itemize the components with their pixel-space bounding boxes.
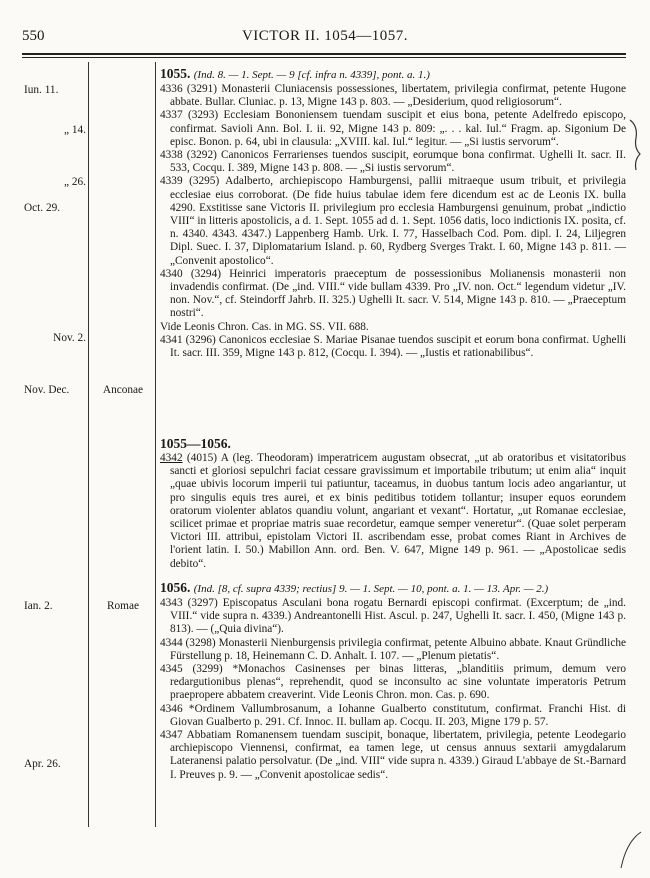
regest-entry: 4345 (3299) *Monachos Casinenses per binas litteras, „blanditiis primum, demum vero redargutionibus plenas“, reprehendit, quod se inconsulto ac sine voluntate imperatoris Petrum praeproperе abbatem creaverint. Vide Leonis Chron. mon. Cas. p. 690. — [160, 663, 626, 702]
section-1055 — [160, 66, 626, 360]
regest-entry: 4337 (3293) Ecclesiam Bononiensem tuendam suscipit et eius bona, petente Adelfredo episcopo, confirmat. Savioli Ann. Bol. I. ii. 92, Migne 143 p. 809: „. . . kal. Iul.“ Fragm. ap. Sigonium De episc. Bonon. p. 64, ubi in clausula: „XVIII. kal. Iul.“ legitur. — „Si iustis servorum“. — [160, 109, 626, 148]
date-cell: Oct. 29. — [24, 202, 61, 214]
date-cell: „ 26. — [64, 176, 86, 188]
pencil-stroke-mark — [615, 830, 645, 870]
regest-entry: 4344 (3298) Monasterii Nienburgensis privilegia confirmat, petente Albuino abbate. Knaut Gründliche Fürstellung p. 18, Heinemann C. D. Anhalt. I. 107. — „Plenum pietatis“. — [160, 636, 626, 662]
date-cell: „ 14. — [64, 124, 86, 136]
place-cell: Anconae — [102, 384, 144, 396]
regest-entry: 4343 (3297) Episcopatus Asculani bona rogatu Bernardi episcopi confirmat. (Excerptum; de „ind. VIII.“ vide supra n. 4339.) Andreantonelli Hist. Ascul. p. 247, Ughelli It. sacr. I. 450, (Migne 143 p. 813). — („Quia divina“). — [160, 597, 626, 636]
section-1055-1056 — [160, 436, 626, 571]
place-cell: Romae — [107, 600, 139, 612]
regest-entry: 4336 (3291) Monasterii Cluniacensis possessiones, libertatem, privilegia confirmat, petente Hugone abbate. Bullar. Cluniac. p. 13, Migne 143 p. 803. — „Desiderium, quod religiosorum“. — [160, 83, 626, 109]
header-rule-thin — [22, 57, 626, 58]
entry-text: (4015) A (leg. Theodoram) imperatricem augustam obsecrat, „ut ab oratoribus et visitatoribus sancti et gloriosi sepulchri faciat cessare gravissimum et importabile tributum; ut enim alia“ inquit „quae ubivis locorum imperii tui patiuntur, taceamus, in duobus tantum locis adeo angariantur, ut pro singulis equis tres aurei, et ex binis peditibus totidem tollantur; insuper equos eorundem oratorum violenter ablatos quandiu volunt, angariant et vexant“. Hortatur, „ut Romanae ecclesiae, scilicet primae et propriae matris suae recordetur, eamque semper veneretur“. (Quae solet perperam Victori III. attribui, epistolam Victori II. ascribendam esse, probat comes Riant in Archives de l'orient latin. I. 50.) Mabillon Ann. ord. Ben. V. 647, Migne 149 p. 961. — „Apostolicae sedis debito“. — [170, 452, 626, 570]
regest-entry: 4339 (3295) Adalberto, archiepiscopo Hamburgensi, pallii mitraeque usum tribuit, et privilegia ecclesiae eius corroborat. (De fide huius tabulae idem fere dicendum est ac de Leonis IX. bulla 4290. Exstitisse sane Victoris II. privilegium pro ecclesia Hamburgensi genuinum, probat „indictio VIII“ in litteris apostolicis, a d. 1. Sept. 1055 ad d. 1. Sept. 1056 datis, loco indictionis IX. posita, cf. n. 4340. 4343. 4347.) Lappenberg Hamb. Urk. I. 77, Hasselbach Cod. Pom. dipl. I. 24, Liljegren Dipl. Suec. I. 37, Diplomatarium Island. p. 60, Rydberg Sverges Trakt. I. 60, Migne 143 p. 811. — „Convenit apostolico“. — [160, 175, 626, 267]
date-cell: Ian. 2. — [24, 600, 53, 612]
regest-entry: Vide Leonis Chron. Cas. in MG. SS. VII. 688. — [160, 320, 369, 333]
column-divider-1 — [88, 62, 89, 827]
date-cell: Nov. Dec. — [24, 384, 70, 396]
regest-entry: 4340 (3294) Heinrici imperatoris praeceptum de possessionibus Molianensis monasterii non invadendis confirmat. (De „ind. VIII.“ vide bullam 4339. Pro „IV. non. Oct.“ legendum videtur „IV. non. Nov.“, cf. Steindorff Jahrb. II. 325.) Ughelli It. sacr. V. 514, Migne 143 p. 810. — „Praeceptum nostri“. — [160, 267, 626, 320]
regest-entry: 4341 (3296) Canonicos ecclesiae S. Mariae Pisanae tuendos suscipit et eorum bona confirmat. Ughelli It. sacr. III. 359, Migne 143 p. 812, (Cocqu. I. 394). — „Iustis et rationabilibus“. — [160, 333, 626, 360]
page-header — [0, 28, 650, 48]
date-cell: Apr. 26. — [24, 758, 61, 770]
year-label: 1056. — [160, 580, 191, 595]
year-heading — [160, 580, 626, 597]
indiction-note: (Ind. 8. — 1. Sept. — 9 [cf. infra n. 4339], pont. a. 1.) — [193, 69, 430, 81]
margin-bracket-mark — [626, 118, 646, 178]
page-number: 550 — [22, 28, 45, 44]
date-cell: Nov. 2. — [53, 332, 86, 344]
regest-entry: 4346 *Ordinem Vallumbrosanum, a Iohanne Gualberto constitutum, confirmat. Franchi Hist. di Giovan Gualberto p. 291. Cf. Innoc. II. bullam ap. Cocqu. II. 203, Migne 179 p. 57. — [160, 702, 626, 728]
indiction-note: (Ind. [8, cf. supra 4339; rectius] 9. — 1. Sept. — 10, pont. a. 1. — 13. Apr. — 2.) — [193, 583, 549, 595]
section-1056 — [160, 580, 626, 782]
column-divider-2 — [155, 62, 156, 827]
regest-entry: 4347 Abbatiam Romanensem tuendam suscipit, bonaque, libertatem, privilegia, petente Leodegario archiepiscopo Viennensi, confirmat, ea tamen lege, ut census annuus sextarii amygdalarum Lateranensi palatio persolvatur. (De „ind. VIII“ vide supra n. 4339.) Giraud L'abbaye de St.-Barnard I. Preuves p. 9. — „Convenit apostolicae sedis“. — [160, 729, 626, 781]
entry-number-underlined: 4342 — [160, 452, 183, 464]
year-label: 1055. — [160, 66, 191, 81]
regest-entry — [160, 452, 626, 571]
regest-entry: 4338 (3292) Canonicos Ferrarienses tuendos suscipit, eorumque bona confirmat. Ughelli It. sacr. II. 533, Cocqu. I. 389, Migne 143 p. 808. — „Si iustis servorum“. — [160, 149, 626, 175]
year-heading: 1055—1056. — [160, 436, 231, 451]
header-rule-thick — [22, 53, 626, 55]
date-cell: Iun. 11. — [24, 84, 59, 96]
year-heading — [160, 66, 626, 83]
page-title: VICTOR II. 1054—1057. — [241, 28, 409, 44]
